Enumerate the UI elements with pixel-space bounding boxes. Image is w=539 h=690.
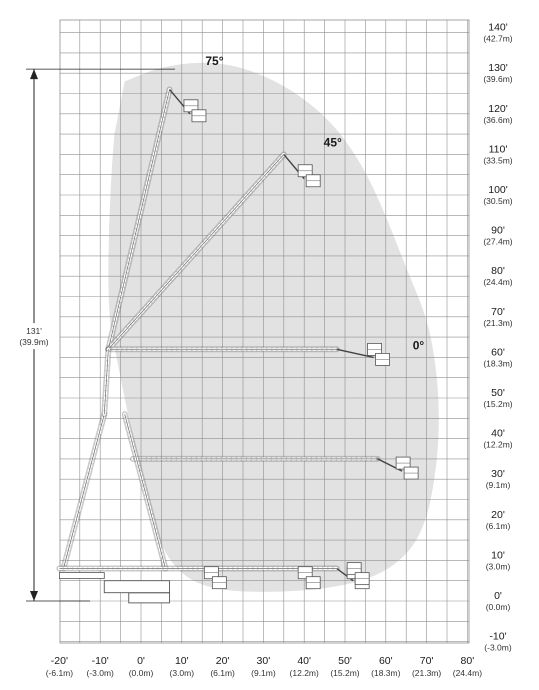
y-tick-feet: 20' bbox=[491, 508, 505, 521]
x-tick-feet: 60' bbox=[378, 655, 393, 667]
y-tick-label bbox=[483, 143, 512, 165]
y-tick-meters: (33.5m) bbox=[483, 155, 513, 166]
x-tick-feet: 30' bbox=[256, 655, 271, 667]
x-tick-label bbox=[290, 655, 319, 678]
y-tick-label bbox=[483, 265, 512, 287]
x-tick-label bbox=[251, 655, 276, 678]
chassis-lower bbox=[129, 593, 170, 603]
y-tick-feet: 90' bbox=[491, 224, 505, 237]
y-tick-meters: (3.0m) bbox=[485, 561, 511, 572]
y-tick-meters: (0.0m) bbox=[485, 602, 511, 612]
y-tick-feet: 50' bbox=[491, 387, 505, 399]
x-tick-meters: (6.1m) bbox=[210, 668, 235, 678]
y-tick-label bbox=[483, 184, 512, 206]
y-tick-meters: (42.7m) bbox=[483, 33, 513, 44]
y-tick-label bbox=[483, 387, 512, 409]
y-tick-meters: (15.2m) bbox=[483, 399, 513, 409]
y-tick-label bbox=[486, 590, 511, 612]
y-tick-label bbox=[484, 631, 512, 653]
y-tick-feet: 60' bbox=[491, 346, 505, 359]
y-tick-label bbox=[483, 306, 512, 328]
y-tick-label bbox=[483, 225, 512, 247]
y-tick-meters: (6.1m) bbox=[485, 520, 511, 531]
angle-label: 45° bbox=[323, 135, 342, 150]
dimension-meters: (39.9m) bbox=[19, 337, 49, 348]
x-tick-feet: 80' bbox=[460, 655, 475, 667]
x-tick-feet: 0' bbox=[137, 655, 145, 667]
y-tick-meters: (36.6m) bbox=[483, 114, 513, 125]
y-tick-label bbox=[483, 62, 512, 84]
y-tick-meters: (21.3m) bbox=[483, 317, 513, 328]
y-tick-feet: 100' bbox=[488, 184, 508, 196]
y-tick-feet: 140' bbox=[488, 21, 508, 34]
x-tick-meters: (3.0m) bbox=[169, 668, 195, 678]
x-tick-label bbox=[46, 655, 74, 678]
x-tick-meters: (-3.0m) bbox=[86, 668, 114, 678]
y-tick-feet: 80' bbox=[491, 265, 505, 278]
y-tick-feet: 120' bbox=[488, 102, 508, 115]
y-tick-label bbox=[483, 346, 512, 368]
x-tick-label bbox=[330, 655, 359, 678]
boom-centerline bbox=[63, 414, 104, 568]
y-tick-label bbox=[483, 103, 512, 125]
y-tick-label bbox=[483, 22, 512, 44]
y-tick-meters: (27.4m) bbox=[483, 236, 513, 247]
x-tick-meters: (12.2m) bbox=[289, 668, 319, 678]
machine-base bbox=[59, 573, 169, 603]
y-tick-meters: (24.4m) bbox=[483, 277, 513, 288]
y-tick-feet: 30' bbox=[491, 468, 505, 481]
x-tick-feet: 70' bbox=[419, 655, 434, 667]
y-tick-feet: 110' bbox=[488, 143, 508, 156]
boom-riser-left bbox=[63, 414, 104, 568]
x-tick-feet: 20' bbox=[215, 655, 230, 667]
x-tick-label bbox=[170, 655, 195, 678]
y-tick-feet: -10' bbox=[489, 630, 507, 643]
y-tick-meters: (18.3m) bbox=[483, 358, 513, 369]
boom-main-upper bbox=[104, 349, 108, 414]
x-tick-meters: (-6.1m) bbox=[45, 668, 74, 678]
x-tick-label bbox=[371, 655, 400, 678]
x-tick-meters: (18.3m) bbox=[371, 668, 401, 678]
x-tick-feet: 50' bbox=[338, 655, 352, 667]
x-tick-label bbox=[129, 655, 154, 678]
x-tick-label bbox=[412, 655, 441, 678]
x-tick-meters: (9.1m) bbox=[251, 668, 276, 678]
x-tick-label bbox=[453, 655, 482, 678]
y-tick-feet: 40' bbox=[491, 427, 505, 440]
y-tick-label bbox=[486, 549, 511, 571]
angle-label: 0° bbox=[412, 338, 425, 353]
x-tick-feet: -10' bbox=[91, 655, 109, 667]
y-tick-meters: (9.1m) bbox=[485, 480, 511, 491]
y-tick-label bbox=[483, 428, 512, 450]
y-axis-labels bbox=[483, 22, 512, 653]
x-tick-feet: 40' bbox=[297, 655, 312, 667]
y-tick-label bbox=[486, 509, 511, 531]
x-tick-meters: (0.0m) bbox=[128, 668, 154, 678]
angle-label: 75° bbox=[205, 54, 224, 69]
turntable bbox=[59, 573, 104, 579]
y-tick-meters: (12.2m) bbox=[483, 439, 513, 450]
y-tick-feet: 10' bbox=[491, 549, 505, 562]
x-tick-label bbox=[87, 655, 115, 678]
x-tick-feet: -20' bbox=[50, 655, 68, 667]
x-tick-meters: (15.2m) bbox=[330, 668, 360, 678]
x-tick-label bbox=[210, 655, 235, 678]
x-tick-meters: (21.3m) bbox=[411, 668, 442, 678]
arrowhead-bottom bbox=[30, 591, 38, 601]
y-tick-feet: 70' bbox=[491, 305, 505, 318]
y-tick-feet: 0' bbox=[494, 590, 502, 602]
chassis bbox=[104, 581, 169, 593]
y-tick-feet: 130' bbox=[488, 62, 508, 75]
y-tick-meters: (39.6m) bbox=[483, 74, 513, 85]
y-tick-meters: (-3.0m) bbox=[484, 642, 512, 653]
y-tick-meters: (30.5m) bbox=[483, 196, 513, 206]
x-axis-labels bbox=[46, 655, 483, 678]
y-tick-label bbox=[486, 468, 511, 490]
arrowhead-top bbox=[30, 69, 38, 79]
dimension-feet: 131' bbox=[26, 326, 42, 337]
x-tick-feet: 10' bbox=[174, 655, 189, 667]
x-tick-meters: (24.4m) bbox=[452, 668, 483, 678]
